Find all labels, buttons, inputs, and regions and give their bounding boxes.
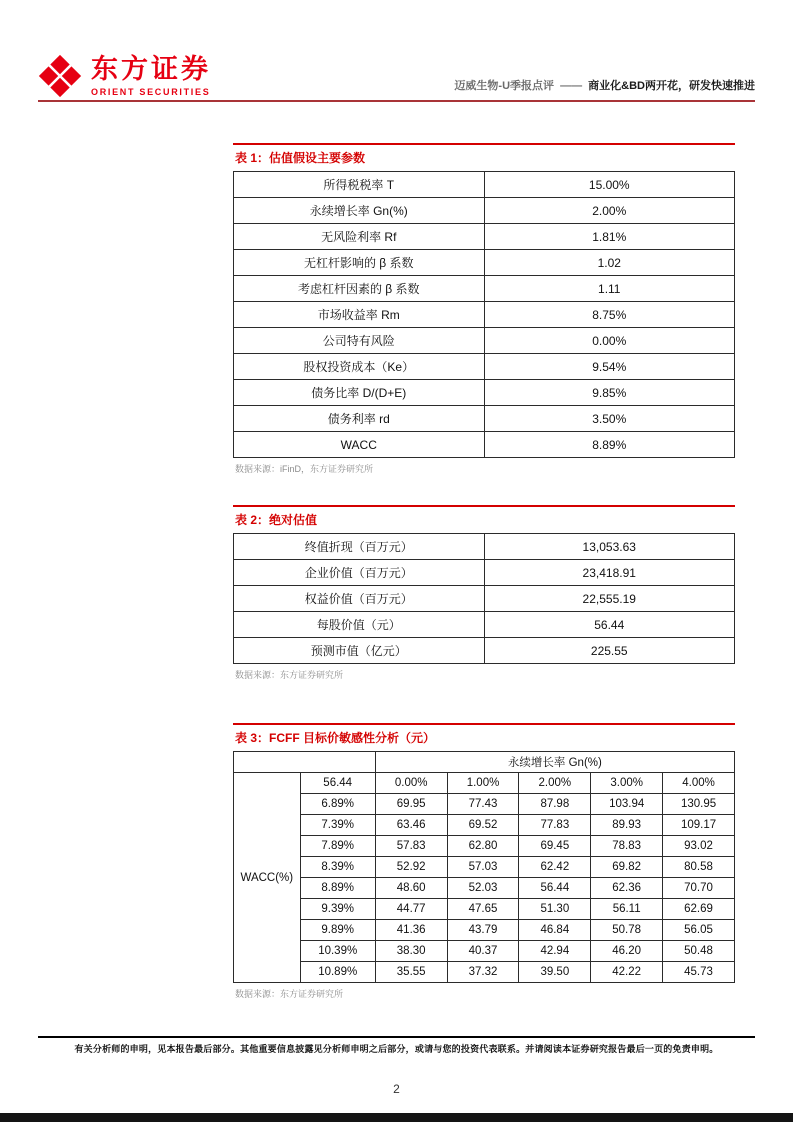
report-subtitle: 商业化&BD两开花，研发快速推进	[588, 80, 755, 92]
table1-block	[233, 143, 735, 475]
table-row	[234, 773, 735, 794]
param-label: 永续增长率 Gn(%)	[234, 198, 485, 224]
table-row	[234, 920, 735, 941]
price-cell: 52.92	[375, 857, 447, 878]
metric-value: 23,418.91	[484, 560, 735, 586]
metric-value: 56.44	[484, 612, 735, 638]
price-cell: 103.94	[591, 794, 663, 815]
param-label: 债务利率 rd	[234, 406, 485, 432]
metric-label: 终值折现（百万元）	[234, 534, 485, 560]
price-cell: 69.95	[375, 794, 447, 815]
wacc-row-header: 10.89%	[300, 962, 375, 983]
price-cell: 56.11	[591, 899, 663, 920]
price-cell: 70.70	[663, 878, 735, 899]
price-cell: 52.03	[447, 878, 519, 899]
table2-block	[233, 505, 735, 681]
table-row	[234, 302, 735, 328]
price-cell: 69.45	[519, 836, 591, 857]
table3-block	[233, 723, 735, 1000]
price-cell: 109.17	[663, 815, 735, 836]
sensitivity-table	[233, 751, 735, 983]
wacc-row-header: 9.39%	[300, 899, 375, 920]
metric-value: 13,053.63	[484, 534, 735, 560]
metric-label: 每股价值（元）	[234, 612, 485, 638]
price-cell: 50.78	[591, 920, 663, 941]
table-row	[234, 380, 735, 406]
table-row	[234, 406, 735, 432]
gn-col-header: 3.00%	[591, 773, 663, 794]
price-cell: 35.55	[375, 962, 447, 983]
table2-title: 表 2：绝对估值	[233, 505, 735, 533]
table-row	[234, 899, 735, 920]
price-cell: 45.73	[663, 962, 735, 983]
table-row	[234, 198, 735, 224]
table3-source-note: 数据来源：东方证券研究所	[235, 989, 344, 999]
param-value: 9.54%	[484, 354, 735, 380]
price-cell: 89.93	[591, 815, 663, 836]
price-cell: 56.44	[519, 878, 591, 899]
orient-securities-logo-icon	[38, 54, 82, 98]
price-cell: 78.83	[591, 836, 663, 857]
table2-source-note: 数据来源：东方证券研究所	[235, 670, 344, 680]
table-row	[234, 857, 735, 878]
price-cell: 63.46	[375, 815, 447, 836]
price-cell: 130.95	[663, 794, 735, 815]
price-cell: 62.69	[663, 899, 735, 920]
wacc-axis-label: WACC(%)	[234, 773, 301, 983]
gn-col-header: 2.00%	[519, 773, 591, 794]
price-cell: 43.79	[447, 920, 519, 941]
wacc-row-header: 6.89%	[300, 794, 375, 815]
price-cell: 80.58	[663, 857, 735, 878]
table-row	[234, 752, 735, 773]
table-row	[234, 172, 735, 198]
price-cell: 46.84	[519, 920, 591, 941]
metric-label: 权益价值（百万元）	[234, 586, 485, 612]
table-row	[234, 815, 735, 836]
param-value: 15.00%	[484, 172, 735, 198]
param-label: 股权投资成本（Ke）	[234, 354, 485, 380]
param-label: 公司特有风险	[234, 328, 485, 354]
price-cell: 62.42	[519, 857, 591, 878]
price-cell: 39.50	[519, 962, 591, 983]
param-value: 1.11	[484, 276, 735, 302]
metric-label: 预测市值（亿元）	[234, 638, 485, 664]
metric-value: 22,555.19	[484, 586, 735, 612]
param-label: 市场收益率 Rm	[234, 302, 485, 328]
report-header-title	[454, 77, 755, 98]
brand-name-cn: 东方证券	[91, 53, 211, 84]
price-cell: 47.65	[447, 899, 519, 920]
gn-col-header: 0.00%	[375, 773, 447, 794]
report-series-title: 迈威生物-U季报点评	[454, 80, 555, 92]
gn-col-header: 1.00%	[447, 773, 519, 794]
param-label: 考虑杠杆因素的 β 系数	[234, 276, 485, 302]
table-row	[234, 878, 735, 899]
table-row	[234, 941, 735, 962]
gn-col-header: 4.00%	[663, 773, 735, 794]
price-cell: 69.82	[591, 857, 663, 878]
valuation-assumptions-table	[233, 171, 735, 458]
param-value: 1.81%	[484, 224, 735, 250]
table3-title: 表 3：FCFF 目标价敏感性分析（元）	[233, 723, 735, 751]
metric-label: 企业价值（百万元）	[234, 560, 485, 586]
bottom-black-bar	[0, 1113, 793, 1122]
wacc-row-header: 7.89%	[300, 836, 375, 857]
param-value: 3.50%	[484, 406, 735, 432]
brand-text	[91, 53, 211, 97]
price-cell: 50.48	[663, 941, 735, 962]
metric-value: 225.55	[484, 638, 735, 664]
param-label: WACC	[234, 432, 485, 458]
price-cell: 38.30	[375, 941, 447, 962]
price-cell: 42.22	[591, 962, 663, 983]
price-cell: 69.52	[447, 815, 519, 836]
absolute-valuation-table	[233, 533, 735, 664]
price-cell: 87.98	[519, 794, 591, 815]
price-cell: 62.80	[447, 836, 519, 857]
param-label: 无风险利率 Rf	[234, 224, 485, 250]
table-row	[234, 638, 735, 664]
param-label: 无杠杆影响的 β 系数	[234, 250, 485, 276]
param-value: 9.85%	[484, 380, 735, 406]
content-column	[233, 143, 735, 1000]
table-row	[234, 276, 735, 302]
table-row	[234, 836, 735, 857]
price-cell: 41.36	[375, 920, 447, 941]
price-cell: 42.94	[519, 941, 591, 962]
table1-title: 表 1：估值假设主要参数	[233, 143, 735, 171]
price-cell: 37.32	[447, 962, 519, 983]
price-cell: 77.43	[447, 794, 519, 815]
table-row	[234, 612, 735, 638]
param-value: 8.75%	[484, 302, 735, 328]
corner-empty-cell	[234, 752, 376, 773]
price-cell: 51.30	[519, 899, 591, 920]
page-header	[38, 50, 755, 98]
table-row	[234, 354, 735, 380]
table-row	[234, 224, 735, 250]
disclaimer-text: 有关分析师的申明，见本报告最后部分。其他重要信息披露见分析师申明之后部分，或请与您的投资代表联系。并请阅读本证券研究报告最后一页的免责申明。	[74, 1044, 719, 1054]
table-row	[234, 328, 735, 354]
table-row	[234, 534, 735, 560]
page-number: 2	[393, 1082, 400, 1096]
price-cell: 56.05	[663, 920, 735, 941]
wacc-row-header: 10.39%	[300, 941, 375, 962]
footer-divider-rule	[38, 1036, 755, 1038]
table-row	[234, 586, 735, 612]
param-value: 0.00%	[484, 328, 735, 354]
wacc-row-header: 8.89%	[300, 878, 375, 899]
price-cell: 77.83	[519, 815, 591, 836]
table1-source-note: 数据来源：iFinD，东方证券研究所	[235, 464, 374, 474]
brand-logo	[38, 54, 211, 98]
price-cell: 57.03	[447, 857, 519, 878]
price-cell: 44.77	[375, 899, 447, 920]
brand-name-en: ORIENT SECURITIES	[91, 86, 211, 97]
table-row	[234, 560, 735, 586]
gn-axis-header: 永续增长率 Gn(%)	[375, 752, 734, 773]
price-cell: 93.02	[663, 836, 735, 857]
param-value: 8.89%	[484, 432, 735, 458]
table-row	[234, 432, 735, 458]
table-row	[234, 794, 735, 815]
param-value: 2.00%	[484, 198, 735, 224]
wacc-row-header: 7.39%	[300, 815, 375, 836]
param-value: 1.02	[484, 250, 735, 276]
wacc-row-header: 9.89%	[300, 920, 375, 941]
price-cell: 62.36	[591, 878, 663, 899]
price-cell: 46.20	[591, 941, 663, 962]
title-dash: ——	[560, 80, 583, 92]
table-row	[234, 250, 735, 276]
price-cell: 40.37	[447, 941, 519, 962]
wacc-row-header: 8.39%	[300, 857, 375, 878]
price-cell: 48.60	[375, 878, 447, 899]
param-label: 债务比率 D/(D+E)	[234, 380, 485, 406]
base-price-cell: 56.44	[300, 773, 375, 794]
price-cell: 57.83	[375, 836, 447, 857]
header-divider-rule	[38, 100, 755, 102]
param-label: 所得税税率 T	[234, 172, 485, 198]
table-row	[234, 962, 735, 983]
